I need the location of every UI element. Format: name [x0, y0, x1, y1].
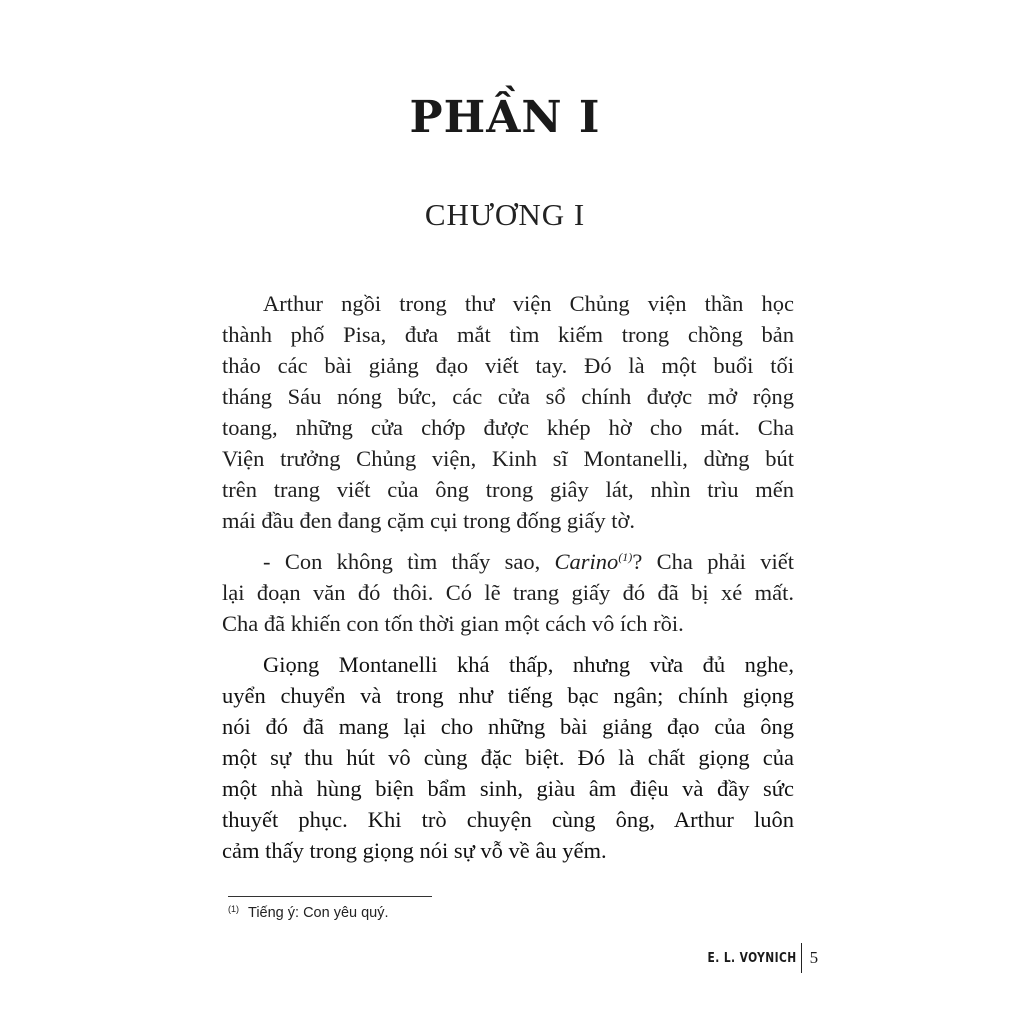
paragraph-line: Cha đã khiến con tốn thời gian một cách vô ích rồi.: [222, 611, 684, 636]
paragraph-line: Arthur ngồi trong thư viện Chủng viện thần học: [263, 291, 794, 316]
paragraph-3: [222, 649, 794, 866]
dialogue-text: ? Cha phải viết: [632, 549, 794, 574]
footnote-marker: (1): [228, 904, 239, 914]
paragraph-1: [222, 288, 794, 536]
paragraph-line: toang, những cửa chớp được khép hờ cho mát. Cha: [222, 415, 794, 440]
footnote-divider: [228, 896, 432, 897]
part-title: PHẦN I: [409, 92, 601, 143]
paragraph-line: một sự thu hút vô cùng đặc biệt. Đó là chất giọng của: [222, 745, 794, 770]
paragraph-line: trên trang viết của ông trong giây lát, nhìn trìu mến: [222, 477, 794, 502]
paragraph-line: Viện trưởng Chủng viện, Kinh sĩ Montanelli, dừng bút: [222, 446, 794, 471]
paragraph-line: cảm thấy trong giọng nói sự vỗ về âu yếm.: [222, 838, 607, 863]
chapter-title: CHƯƠNG I: [424, 197, 586, 232]
footnote: [228, 904, 389, 921]
italic-word: Carino: [554, 549, 619, 574]
dialogue-text: - Con không tìm thấy sao,: [263, 549, 555, 574]
footnote-marker: (1): [618, 550, 633, 564]
paragraph-line: thành phố Pisa, đưa mắt tìm kiếm trong chồng bản: [222, 322, 794, 347]
footer-divider: [801, 943, 802, 973]
running-footer: [688, 944, 818, 972]
paragraph-line: tháng Sáu nóng bức, các cửa sổ chính được mở rộng: [222, 384, 794, 409]
paragraph-line: nói đó đã mang lại cho những bài giảng đạo của ông: [222, 714, 794, 739]
paragraph-line: lại đoạn văn đó thôi. Có lẽ trang giấy đó đã bị xé mất.: [222, 580, 794, 605]
body-text: [222, 288, 794, 866]
page-number: 5: [809, 948, 819, 967]
paragraph-line: uyển chuyển và trong như tiếng bạc ngân; chính giọng: [222, 683, 794, 708]
footnote-text: Tiếng ý: Con yêu quý.: [248, 905, 389, 921]
paragraph-line: một nhà hùng biện bẩm sinh, giàu âm điệu và đầy sức: [222, 776, 794, 801]
author-name: E. L. VOYNICH: [707, 950, 797, 966]
paragraph-line: [222, 546, 794, 577]
paragraph-line: mái đầu đen đang cặm cụi trong đống giấy tờ.: [222, 508, 636, 533]
paragraph-line: thảo các bài giảng đạo viết tay. Đó là một buổi tối: [222, 353, 794, 378]
paragraph-line: Giọng Montanelli khá thấp, nhưng vừa đủ nghe,: [263, 652, 794, 677]
paragraph-line: thuyết phục. Khi trò chuyện cùng ông, Arthur luôn: [222, 807, 794, 832]
paragraph-2: [222, 546, 794, 639]
